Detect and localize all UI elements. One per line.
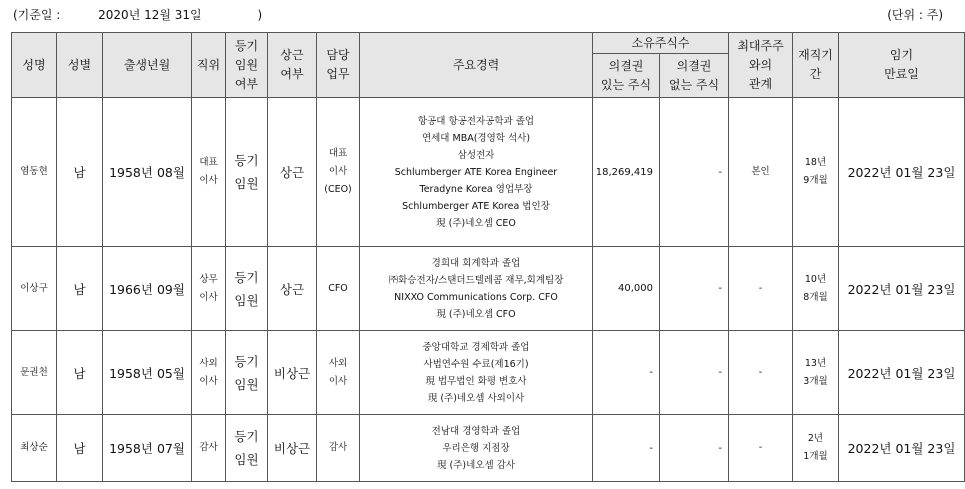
cell-career: 경희대 회계학과 졸업 ㈜화승전자/스탠더드텔레콤 재무,회계팀장 NIXXO Communications Corp. CFO 現 (주)네오셈 CFO	[360, 247, 593, 331]
cell-duty: 사외 이사	[317, 331, 360, 415]
cell-term: 2022년 01월 23일	[839, 98, 965, 247]
cell-name: 문권천	[12, 331, 57, 415]
col-name-header: 성명	[12, 33, 57, 98]
cell-voting-shares: 18,269,419	[593, 98, 660, 247]
cell-voting-shares: 40,000	[593, 247, 660, 331]
cell-position: 감사	[192, 415, 226, 482]
cell-term: 2022년 01월 23일	[839, 247, 965, 331]
cell-duty: 대표 이사 (CEO)	[317, 98, 360, 247]
cell-birth: 1958년 08월	[103, 98, 192, 247]
cell-birth: 1966년 09월	[103, 247, 192, 331]
cell-gender: 남	[57, 98, 103, 247]
cell-relation: -	[729, 247, 793, 331]
cell-nonvoting-shares: -	[660, 98, 729, 247]
cell-fulltime: 상근	[268, 247, 317, 331]
base-date-value: 2020년 12월 31일	[98, 8, 202, 22]
cell-position: 사외 이사	[192, 331, 226, 415]
cell-nonvoting-shares: -	[660, 331, 729, 415]
col-position-header: 직위	[192, 33, 226, 98]
cell-registered: 등기 임원	[226, 98, 268, 247]
col-birth-header: 출생년월	[103, 33, 192, 98]
cell-duty: CFO	[317, 247, 360, 331]
table-row	[12, 415, 965, 482]
base-date-close: )	[257, 8, 263, 22]
base-date-caption	[13, 6, 262, 23]
cell-nonvoting-shares: -	[660, 247, 729, 331]
col-voting-header: 의결권 있는 주식	[593, 54, 660, 98]
cell-voting-shares: -	[593, 415, 660, 482]
unit-label: (단위 : 주)	[887, 8, 943, 22]
col-registered-header: 등기 임원 여부	[226, 33, 268, 98]
cell-gender: 남	[57, 247, 103, 331]
cell-term: 2022년 01월 23일	[839, 331, 965, 415]
cell-birth: 1958년 05월	[103, 331, 192, 415]
cell-fulltime: 상근	[268, 98, 317, 247]
col-shares-header: 소유주식수	[593, 33, 729, 54]
col-nonvoting-header: 의결권 없는 주식	[660, 54, 729, 98]
cell-tenure: 10년 8개월	[793, 247, 839, 331]
cell-registered: 등기 임원	[226, 247, 268, 331]
cell-career: 중앙대학교 경제학과 졸업 사법연수원 수료(제16기) 現 법무법인 화평 변호사 現 (주)네오셈 사외이사	[360, 331, 593, 415]
cell-term: 2022년 01월 23일	[839, 415, 965, 482]
cell-fulltime: 비상근	[268, 415, 317, 482]
table-row	[12, 98, 965, 247]
cell-registered: 등기 임원	[226, 331, 268, 415]
cell-relation: 본인	[729, 98, 793, 247]
cell-gender: 남	[57, 331, 103, 415]
cell-position: 상무 이사	[192, 247, 226, 331]
col-duty-header: 담당 업무	[317, 33, 360, 98]
cell-gender: 남	[57, 415, 103, 482]
cell-registered: 등기 임원	[226, 415, 268, 482]
base-date-label: (기준일 :	[13, 8, 61, 22]
table-row	[12, 331, 965, 415]
col-term-header: 임기 만료일	[839, 33, 965, 98]
col-career-header: 주요경력	[360, 33, 593, 98]
cell-tenure: 18년 9개월	[793, 98, 839, 247]
cell-duty: 감사	[317, 415, 360, 482]
cell-fulltime: 비상근	[268, 331, 317, 415]
col-gender-header: 성별	[57, 33, 103, 98]
col-relation-header: 최대주주 와의 관계	[729, 33, 793, 98]
col-fulltime-header: 상근 여부	[268, 33, 317, 98]
cell-relation: -	[729, 415, 793, 482]
cell-nonvoting-shares: -	[660, 415, 729, 482]
cell-tenure: 13년 3개월	[793, 331, 839, 415]
table-row	[12, 247, 965, 331]
table-header	[12, 33, 965, 98]
executives-table	[11, 32, 965, 482]
cell-relation: -	[729, 331, 793, 415]
cell-name: 이상구	[12, 247, 57, 331]
cell-position: 대표 이사	[192, 98, 226, 247]
cell-tenure: 2년 1개월	[793, 415, 839, 482]
cell-birth: 1958년 07월	[103, 415, 192, 482]
cell-voting-shares: -	[593, 331, 660, 415]
col-tenure-header: 재직기 간	[793, 33, 839, 98]
cell-name: 최상순	[12, 415, 57, 482]
cell-career: 전남대 경영학과 졸업 우리은행 지점장 現 (주)네오셈 감사	[360, 415, 593, 482]
cell-name: 염동현	[12, 98, 57, 247]
cell-career: 항공대 항공전자공학과 졸업 연세대 MBA(경영학 석사) 삼성전자 Schlumberger ATE Korea Engineer Teradyne Korea 영업부장 Schlumberger ATE Korea 법인장 現 (주)네오셈 CEO	[360, 98, 593, 247]
